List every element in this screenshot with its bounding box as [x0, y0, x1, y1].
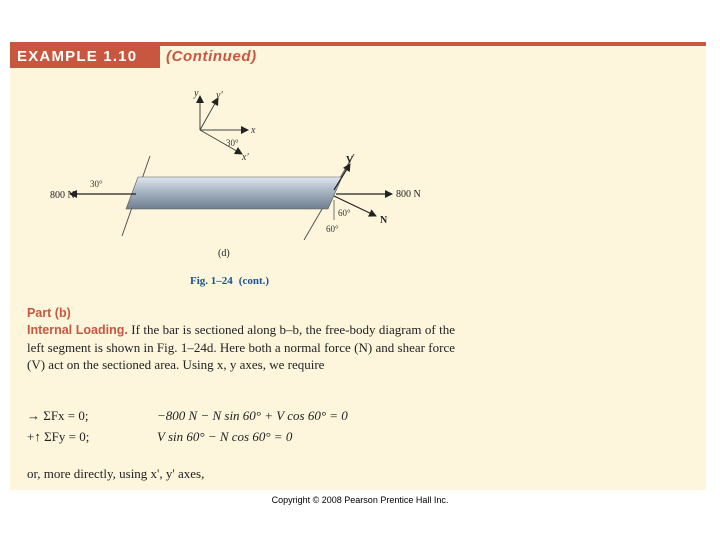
- axis-y-label: y: [194, 88, 199, 99]
- right-force-label: 800 N: [396, 189, 421, 200]
- example-title: EXAMPLE 1.10: [17, 48, 138, 65]
- bottom-angle-label: 60°: [326, 224, 339, 234]
- part-b-title: Part (b): [27, 306, 71, 320]
- closing-text: or, more directly, using x', y' axes,: [27, 466, 205, 481]
- figure-caption-suffix: (cont.): [238, 275, 270, 287]
- figure-part-label: (d): [218, 248, 230, 259]
- part-b-text: If the bar is sectioned along b–b, the free-body diagram of the left segment is shown in Fig. 1–24d. Here both a normal force (N) and shear force (V) act on the sectioned area. Using x, y axes, we require: [27, 322, 456, 372]
- equation-rhs: −800 N − N sin 60° + V cos 60° = 0: [157, 408, 348, 423]
- figure-caption: [190, 275, 269, 287]
- normal-angle-label: 60°: [338, 208, 351, 218]
- internal-loading-heading: Internal Loading.: [27, 323, 128, 337]
- axis-x-prime-label: x': [242, 152, 249, 163]
- figure-caption-number: Fig. 1–24: [190, 275, 233, 287]
- equation-lhs: → ΣFx = 0;: [27, 408, 89, 423]
- bar-segment: [126, 177, 342, 209]
- left-force-label: 800 N: [50, 190, 75, 201]
- copyright-notice: Copyright © 2008 Pearson Prentice Hall Inc.: [271, 495, 449, 505]
- coordinate-axes: [200, 96, 248, 154]
- part-b-paragraph: [27, 321, 455, 373]
- normal-force-label: N: [380, 215, 388, 226]
- shear-force-label: V: [346, 155, 354, 166]
- example-subtitle: (Continued): [166, 48, 257, 65]
- axes-angle-label: 30°: [226, 138, 239, 148]
- axis-y-prime-label: y': [216, 90, 223, 101]
- free-body-diagram: [40, 84, 460, 268]
- left-angle-label: 30°: [90, 179, 103, 189]
- equation-rhs: V sin 60° − N cos 60° = 0: [157, 429, 293, 444]
- equation-lhs: +↑ ΣFy = 0;: [27, 429, 90, 444]
- axis-x-label: x: [251, 125, 256, 136]
